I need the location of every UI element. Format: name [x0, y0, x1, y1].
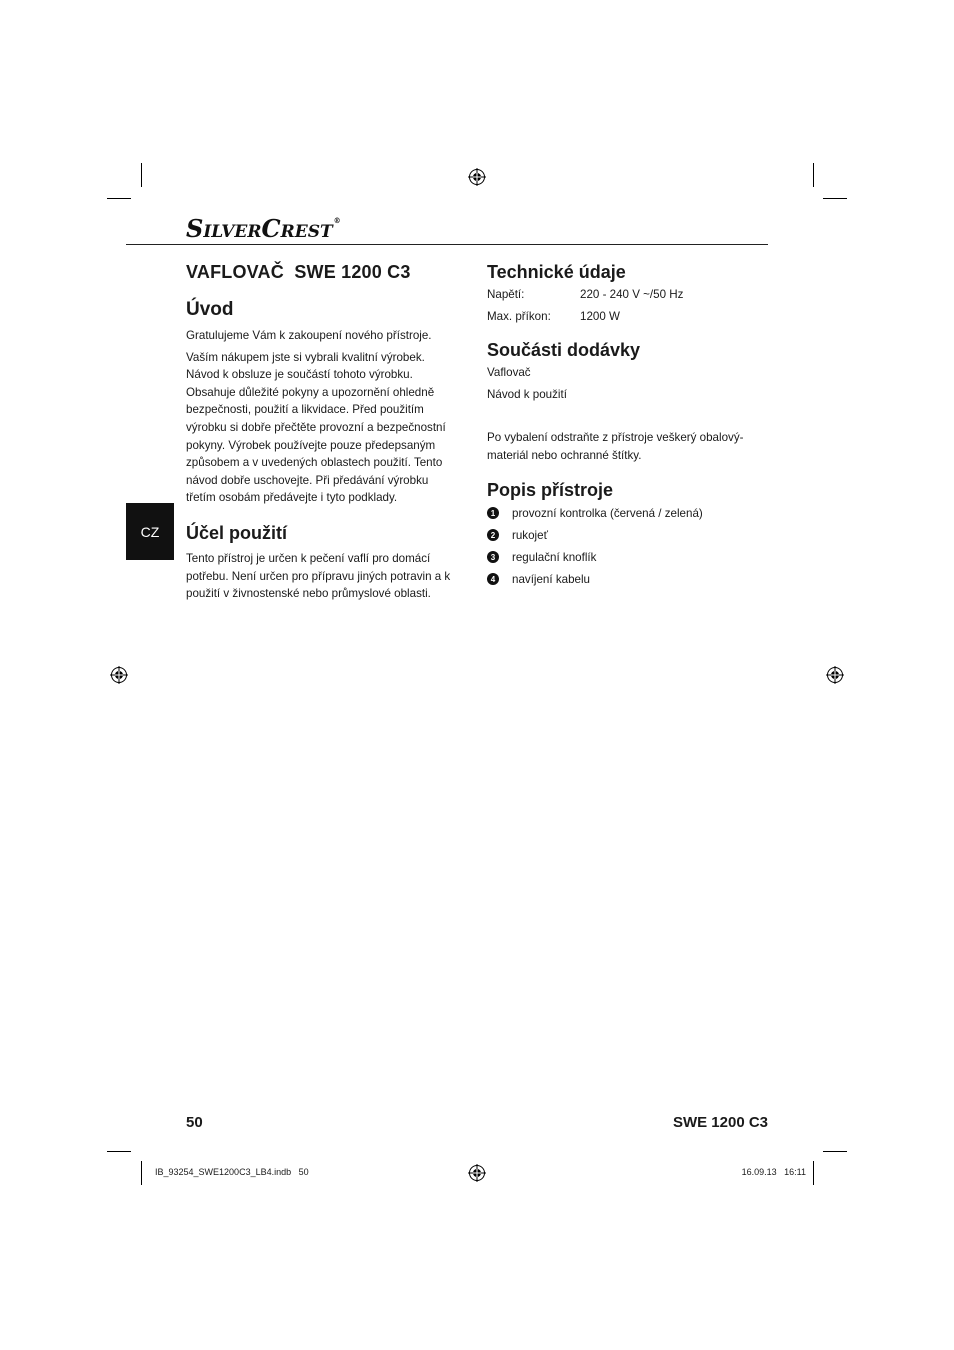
- crop-mark-icon: [107, 1151, 131, 1152]
- crop-mark-icon: [107, 198, 131, 199]
- logo-letters: ILVER: [203, 222, 262, 242]
- text-line: použití v živnostenské nebo průmyslové oblasti.: [186, 587, 431, 601]
- intro-paragraph-2: [186, 349, 468, 507]
- text-line: způsobem a v uvedených oblastech použití. Tento: [186, 456, 443, 470]
- purpose-heading: Účel použití: [186, 522, 288, 543]
- left-column: [186, 262, 468, 603]
- part-label: provozní kontrolka (červená / zelená): [512, 506, 703, 520]
- spec-value: 1200 W: [580, 310, 620, 323]
- language-tab-label: CZ: [140, 523, 160, 540]
- trademark-symbol: ®: [333, 216, 341, 225]
- part-label: navíjení kabelu: [512, 572, 590, 586]
- list-item: [487, 546, 769, 568]
- number-badge-icon: 1: [487, 507, 499, 519]
- print-slug-date: 16.09.13 16:11: [741, 1167, 806, 1177]
- part-label: rukojeť: [512, 528, 548, 542]
- crop-mark-icon: [813, 163, 814, 187]
- text-line: Návod k obsluze je součástí tohoto výrobku.: [186, 368, 413, 382]
- spec-row: [487, 306, 769, 328]
- tech-specs-heading: Technické údaje: [487, 262, 626, 282]
- spec-label: Napětí:: [487, 288, 525, 301]
- part-label: regulační knoflík: [512, 550, 597, 564]
- footer-model: SWE 1200 C3: [672, 1114, 768, 1131]
- text-line: Obsahuje důležité pokyny a upozornění ohledně: [186, 385, 435, 399]
- text-line: pokyny. Výrobek používejte pouze předepsaným: [186, 438, 436, 452]
- print-slug-file: IB_93254_SWE1200C3_LB4.indb 50: [155, 1167, 309, 1177]
- crop-mark-icon: [823, 1151, 847, 1152]
- intro-heading: Úvod: [186, 299, 234, 320]
- list-item: [487, 568, 769, 590]
- text-line: Po vybalení odstraňte z přístroje veškerý obalový-: [487, 431, 744, 444]
- spec-label: Max. příkon:: [487, 310, 551, 323]
- crop-mark-icon: [823, 198, 847, 199]
- crop-mark-icon: [141, 1161, 142, 1185]
- text-line: návod dobře uschovejte. Při předávání výrobku: [186, 473, 429, 487]
- logo-letters: REST: [280, 222, 333, 242]
- header-rule: [126, 244, 768, 245]
- purpose-paragraph: [186, 550, 468, 603]
- list-item: Návod k použití: [487, 388, 567, 401]
- text-line: bezpečnosti, použití a likvidace. Před použitím: [186, 403, 424, 417]
- language-tab: [126, 503, 174, 560]
- spec-table: [487, 284, 769, 328]
- intro-paragraph-1: Gratulujeme Vám k zakoupení nového přístroje.: [186, 329, 432, 342]
- crop-mark-icon: [141, 163, 142, 187]
- registration-mark-icon: [110, 666, 128, 684]
- list-item: [487, 524, 769, 546]
- delivery-heading: Součásti dodávky: [487, 340, 641, 360]
- logo-letter: C: [261, 214, 281, 243]
- delivery-list: [487, 362, 769, 406]
- brand-logo: [186, 214, 341, 243]
- text-line: výrobku si dobře přečtěte provozní a bezpečnostní: [186, 420, 446, 434]
- list-item: [487, 502, 769, 524]
- right-column: [487, 262, 769, 590]
- text-line: třetím osobám předávejte i tyto podklady.: [186, 491, 398, 505]
- text-line: potřebu. Není určen pro přípravu jiných potravin a k: [186, 569, 451, 583]
- text-line: Vaším nákupem jste si vybrali kvalitní výrobek.: [186, 350, 425, 364]
- text-line: Tento přístroj je určen k pečení vaflí pro domácí: [186, 551, 431, 565]
- crop-mark-icon: [813, 1161, 814, 1185]
- registration-mark-icon: [826, 666, 844, 684]
- spec-row: [487, 284, 769, 306]
- parts-list: [487, 502, 769, 590]
- number-badge-icon: 3: [487, 551, 499, 563]
- text-line: materiál nebo ochranné štítky.: [487, 448, 642, 462]
- page-number: 50: [186, 1114, 203, 1131]
- registration-mark-icon: [468, 1164, 486, 1182]
- parts-heading: Popis přístroje: [487, 480, 614, 501]
- registration-mark-icon: [468, 168, 486, 186]
- unpack-note: [487, 429, 769, 464]
- number-badge-icon: 2: [487, 529, 499, 541]
- spec-value: 220 - 240 V ~/50 Hz: [580, 288, 684, 301]
- logo-letter: S: [186, 214, 204, 243]
- number-badge-icon: 4: [487, 573, 499, 585]
- document-title: VAFLOVAČ SWE 1200 C3: [186, 262, 411, 282]
- list-item: Vaflovač: [487, 366, 531, 379]
